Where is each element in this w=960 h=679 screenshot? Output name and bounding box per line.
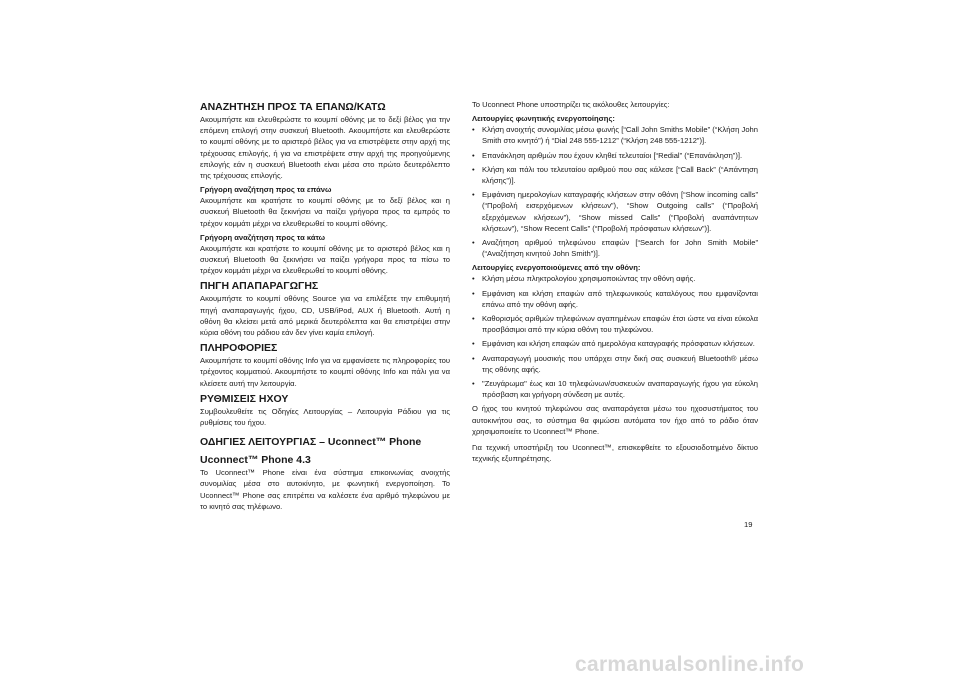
subheading-voice: Λειτουργίες φωνητικής ενεργοποίησης: [472,114,615,124]
list-item: • Καθορισμός αριθμών τηλεφώνων αγαπημένων επαφών έτσι ώστε να είναι εύκολα προσβάσιμοι από την κύρια οθόνη του τηλεφώνου. [472,313,758,335]
paragraph-info: Ακουμπήστε το κουμπί οθόνης Info για να εμφανίσετε τις πληροφορίες του τρέχοντος κομματιού. Ακουμπήστε το κουμπί οθόνης Info και πάλι για να κλείσετε αυτή την λειτουργία. [200,356,450,388]
heading-sound: ΡΥΘΜΙΣΕΙΣ ΗΧΟΥ [200,392,289,405]
list-item: • Κλήση ανοιχτής συνομιλίας μέσω φωνής [“Call John Smiths Mobile” (“Κλήση John Smith στο κινητό”) ή “Dial 248 555-1212” (“Κλήση 248 555-1212”)]. [472,124,758,146]
paragraph-fast-down: Ακουμπήστε και κρατήστε το κουμπί οθόνης με το αριστερό βέλος και η συσκευή Bluetooth θα ξεκινήσει να παίζει γρήγορα προς τα πίσω το τρέχον κομμάτι μέχρι να ελευθερωθεί το κουμπί οθόνης. [200,243,450,276]
list-item: • Αναπαραγωγή μουσικής που υπάρχει στην δική σας συσκευή Bluetooth® μέσω της οθόνης αφής. [472,353,758,375]
heading-phone: Uconnect™ Phone 4.3 [200,454,311,467]
paragraph-audio: Ο ήχος του κινητού τηλεφώνου σας αναπαράγεται μέσω του ηχοσυστήματος του αυτοκινήτου σας, το σύστημα θα φιμώσει αυτόματα τον ήχο από το ράδιο όταν χρησιμοποιείτε το Uconnect™ Phone. [472,404,758,436]
subheading-screen: Λειτουργίες ενεργοποιούμενες από την οθόνη: [472,263,641,273]
screen-feature-list [472,273,758,400]
list-item: • Εμφάνιση και κλήση επαφών από τηλεφωνικούς καταλόγους που εμφανίζονται επάνω από την οθόνη αφής. [472,288,758,310]
paragraph-support: Για τεχνική υποστήριξη του Uconnect™, επισκεφθείτε το εξουσιοδοτημένο δίκτυο τεχνικής εξυπηρέτησης. [472,443,758,464]
list-item: • Αναζήτηση αριθμού τηλεφώνου επαφών [“Search for John Smith Mobile” (“Αναζήτηση κινητού John Smith”)]. [472,237,758,259]
list-item: • Κλήση και πάλι του τελευταίου αριθμού που σας κάλεσε [“Call Back” (“Απάντηση κλήσης”)]. [472,164,758,186]
paragraph-source: Ακουμπήστε το κουμπί οθόνης Source για να επιλέξετε την επιθυμητή πηγή αναπαραγωγής ήχου, CD, USB/iPod, AUX ή Bluetooth. Αυτή η οθόνη θα κλείσει μετά από μερικά δευτερόλεπτα και θα επιστρέψει στην κύρια οθόνη του ράδιου εάν δεν γίνει καμία επιλογή. [200,294,450,338]
voice-feature-list [472,124,758,259]
list-item: • Κλήση μέσω πληκτρολογίου χρησιμοποιώντας την οθόνη αφής. [472,273,758,284]
list-item: • Εμφάνιση ημερολογίων καταγραφής κλήσεων στην οθόνη [“Show incoming calls” (“Προβολή εισερχόμενων κλήσεων”), “Show Outgoing calls” (“Προβολή εξερχόμενων κλήσεων”), “Show missed Calls” (“Προβολή αναπάντητων κλήσεων”), “Show Recent Calls” (“Προβολή πρόσφατων κλήσεων”)]. [472,189,758,234]
subheading-fast-down: Γρήγορη αναζήτηση προς τα κάτω [200,232,326,242]
heading-info: ΠΛΗΡΟΦΟΡΙΕΣ [200,342,278,355]
right-column [472,97,758,466]
paragraph-phone: Το Uconnect™ Phone είναι ένα σύστημα επικοινωνίας ανοιχτής συνομιλίας μέσα στο αυτοκίνητο, με φωνητική ενεργοποίηση. Το Uconnect™ Phone σας επιτρέπει να καλέσετε ένα αριθμό τηλεφώνου με το κινητό σας τηλέφωνο. [200,468,450,511]
heading-source: ΠΗΓΗ ΑΠΑΠΑΡΑΓΩΓΗΣ [200,280,319,293]
list-item: • Εμφάνιση και κλήση επαφών από ημερολόγια καταγραφής πρόσφατων κλήσεων. [472,338,758,349]
paragraph-sound: Συμβουλευθείτε τις Οδηγίες Λειτουργίας – Λειτουργία Ράδιου για τις ρυθμίσεις του ήχου. [200,406,450,428]
heading-guide: ΟΔΗΓΙΕΣ ΛΕΙΤΟΥΡΓΙΑΣ – Uconnect™ Phone [200,436,422,449]
heading-search: ΑΝΑΖΗΤΗΣΗ ΠΡΟΣ ΤΑ ΕΠΑΝΩ/ΚΑΤΩ [200,101,386,113]
paragraph-fast-up: Ακουμπήστε και κρατήστε το κουμπί οθόνης με το δεξί βέλος και η συσκευή Bluetooth θα ξεκινήσει να παίζει γρήγορα προς τα εμπρός το τρέχον κομμάτι μέχρι να ελευθερωθεί το κουμπί οθόνης. [200,196,450,228]
watermark: carmanualsonline.info [575,653,805,676]
subheading-fast-up: Γρήγορη αναζήτηση προς τα επάνω [200,185,332,195]
list-item: • "Ζευγάρωμα" έως και 10 τηλεφώνων/συσκευών αναπαραγωγής ήχου για εύκολη πρόσβαση και γρήγορη σύνδεση με αυτές. [472,378,758,400]
list-item: • Επανάκληση αριθμών που έχουν κληθεί τελευταίοι [“Redial” (“Επανάκληση”)]. [472,150,758,161]
paragraph-intro: Το Uconnect Phone υποστηρίζει τις ακόλουθες λειτουργίες: [472,100,670,109]
paragraph-search: Ακουμπήστε και ελευθερώστε το κουμπί οθόνης με το δεξί βέλος για την επόμενη επιλογή στην συσκευή Bluetooth. Ακουμπήστε και ελευθερώστε το κουμπί οθόνης με το αριστερό βέλος για να επιστρέψετε στην αρχή της τρέχουσας επιλογής, ή για να επιστρέψετε στην αρχή της προηγούμενης επιλογής εάν η συσκευή Bluetooth είναι μέσα στο πρώτο δευτερόλεπτο της τρέχουσας επιλογής. [200,115,450,181]
left-column [200,97,450,514]
page-number: 19 [744,520,753,529]
